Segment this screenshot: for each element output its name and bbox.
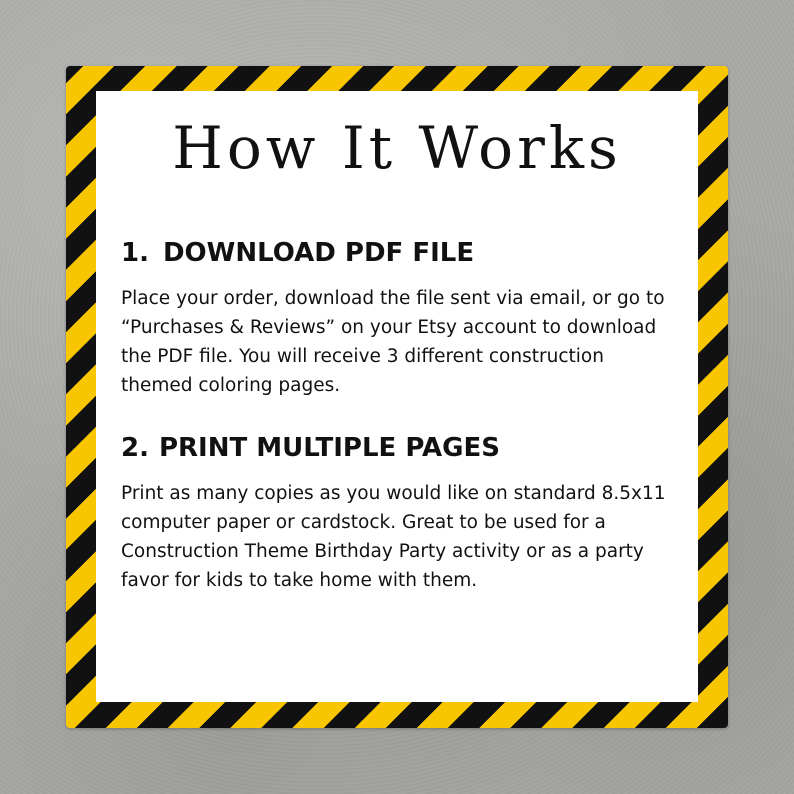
step-description: Print as many copies as you would like on standard 8.5x11 computer paper or cardstock. Great to be used for a Construction Theme Birthday Party activity or as a party favor for kids to take home with them.: [121, 482, 666, 591]
step-title: DOWNLOAD PDF FILE: [162, 238, 475, 268]
step-download: [121, 239, 681, 400]
content-panel: [96, 91, 698, 702]
step-number: 2.: [121, 433, 149, 463]
step-description: Place your order, download the file sent via email, or go to “Purchases & Reviews” on your Etsy account to download the PDF file. You will receive 3 different construction themed coloring pages.: [121, 287, 665, 396]
page-title: How It Works: [172, 114, 622, 182]
step-heading: [121, 434, 681, 463]
step-print: [121, 434, 681, 595]
step-heading: [121, 239, 681, 268]
step-title: PRINT MULTIPLE PAGES: [158, 433, 500, 463]
step-number: 1.: [121, 238, 149, 268]
